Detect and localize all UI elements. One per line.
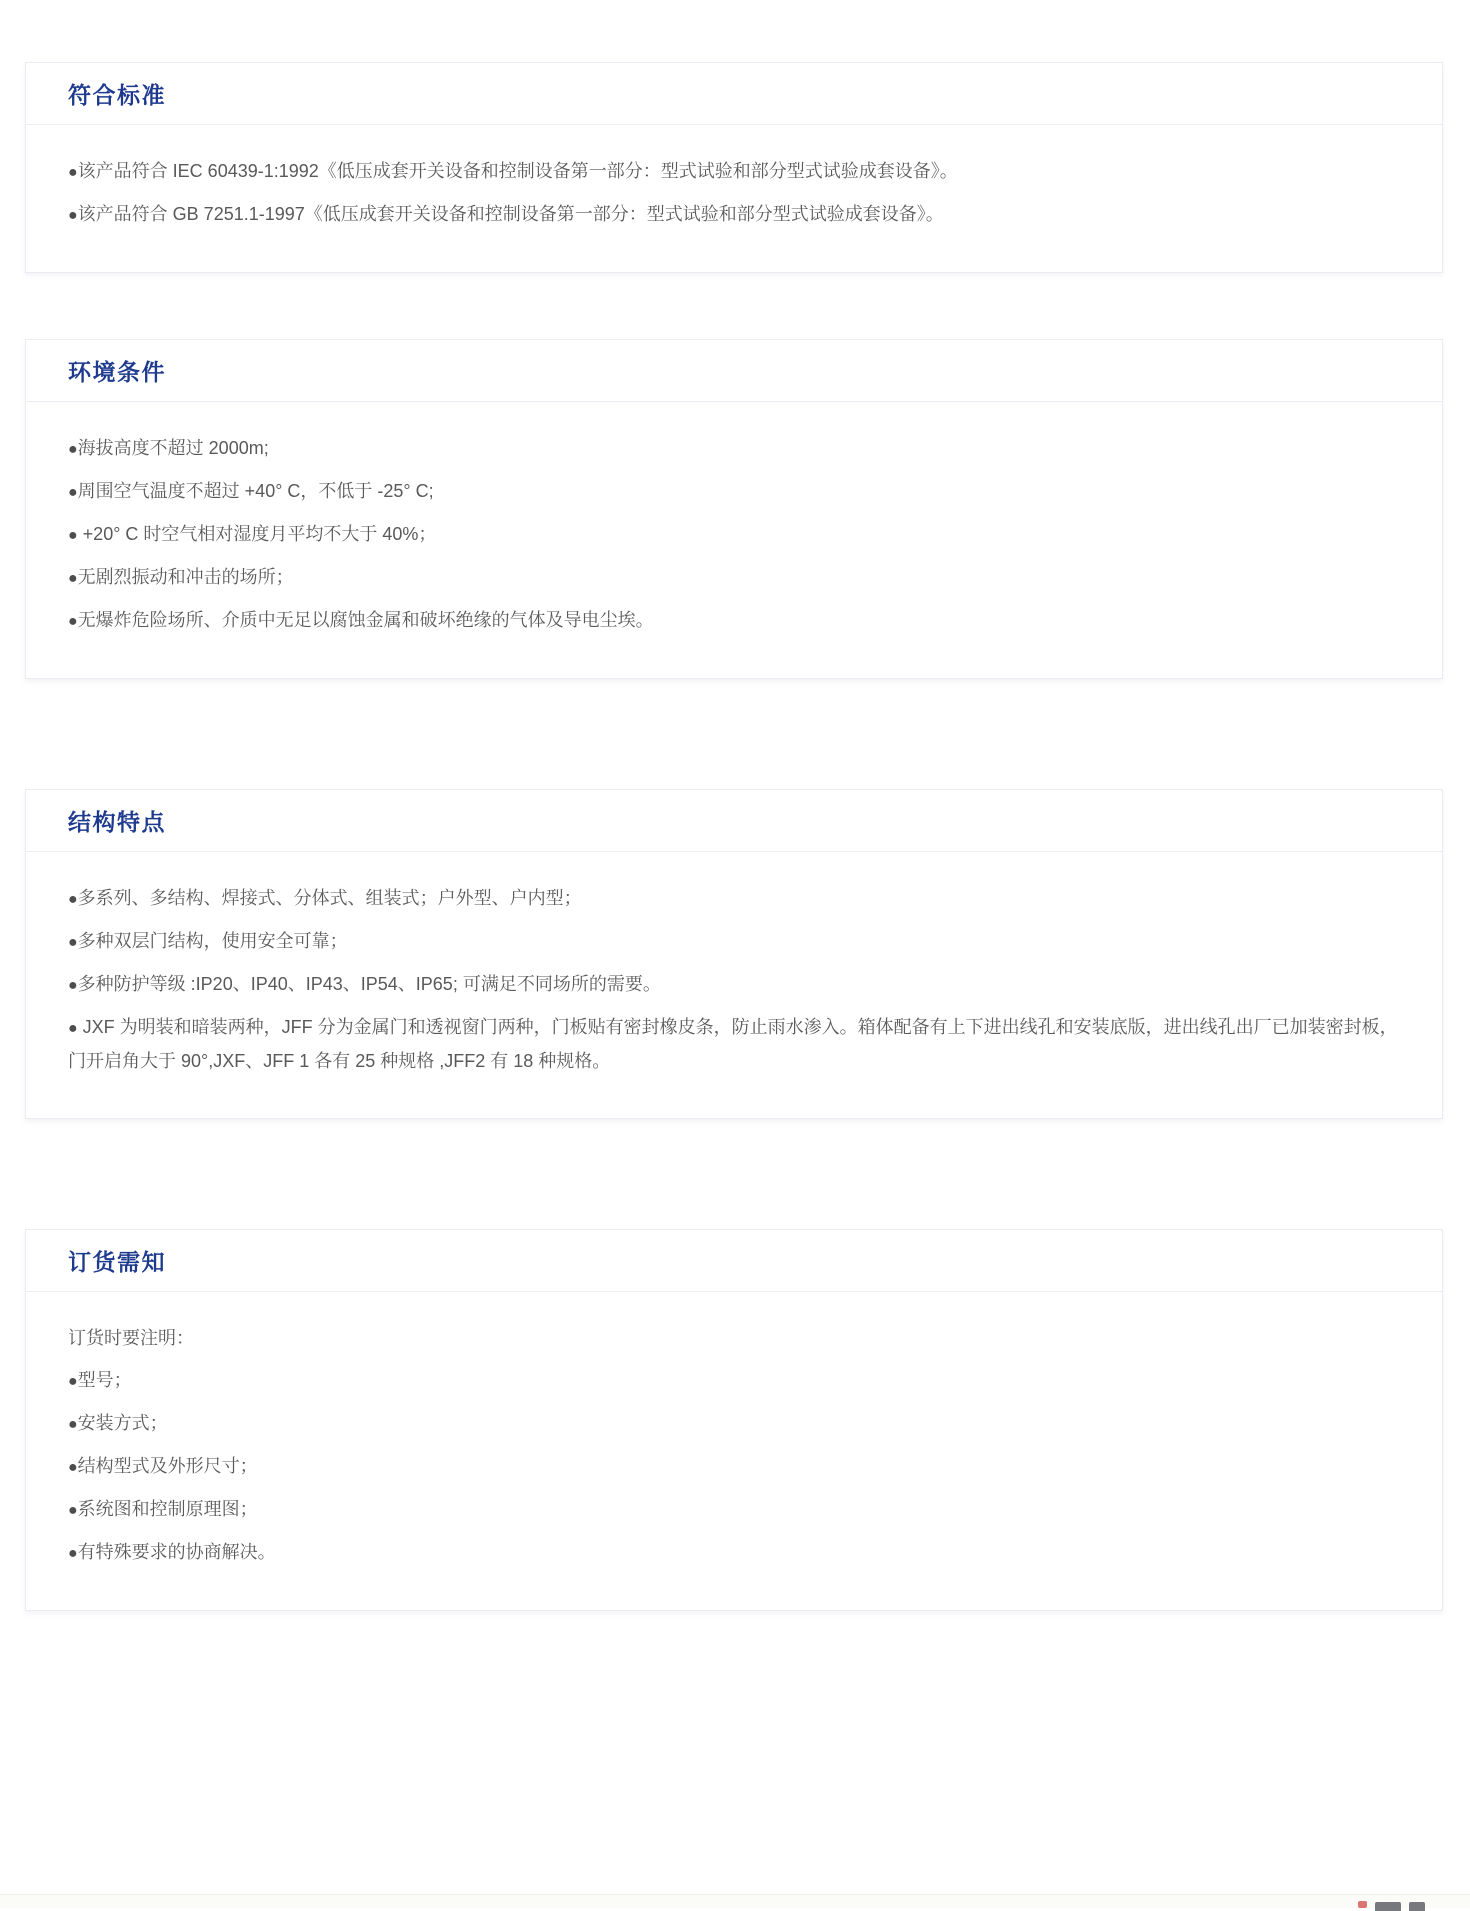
bullet-marker: ● — [68, 1416, 78, 1433]
bullet-text: 结构型式及外形尺寸； — [77, 1456, 258, 1476]
bullet-marker: ● — [68, 484, 78, 501]
section-body — [26, 852, 1442, 1118]
bullet-text: 该产品符合 GB 7251.1-1997《低压成套开关设备和控制设备第一部分：型式试验和部分型式试验成套设备》。 — [77, 204, 944, 224]
bullet-text: 多种双层门结构，使用安全可靠； — [77, 931, 348, 951]
section-body — [26, 1292, 1442, 1610]
bullet-item — [68, 518, 1400, 552]
bullet-marker: ● — [68, 1373, 78, 1390]
bullet-item — [68, 475, 1400, 509]
bullet-marker: ● — [68, 977, 78, 994]
bullet-item — [68, 1011, 1400, 1078]
bullet-text: 安装方式； — [77, 1413, 168, 1433]
section-list — [25, 62, 1443, 1611]
bullet-marker: ● — [68, 1502, 78, 1519]
bullet-item — [68, 1536, 1400, 1570]
bullet-marker: ● — [68, 934, 78, 951]
section-card — [25, 1229, 1443, 1611]
section-title: 结构特点 — [68, 809, 166, 835]
bullet-text: 有特殊要求的协商解决。 — [77, 1542, 276, 1562]
footer-partial-glyph — [1375, 1902, 1401, 1911]
bullet-item — [68, 968, 1400, 1002]
bullet-text: 无爆炸危险场所、介质中无足以腐蚀金属和破坏绝缘的气体及导电尘埃。 — [77, 610, 654, 630]
bullet-marker: ● — [68, 891, 78, 908]
bullet-item — [68, 155, 1400, 189]
bullet-item — [68, 432, 1400, 466]
bullet-marker: ● — [68, 1020, 78, 1037]
bullet-item — [68, 198, 1400, 232]
page-footer — [0, 1894, 1470, 1908]
footer-partial-glyph — [1409, 1902, 1425, 1911]
section-intro: 订货时要注明： — [68, 1328, 194, 1348]
bullet-marker: ● — [68, 1459, 78, 1476]
bullet-item — [68, 1450, 1400, 1484]
bullet-text: +20° C 时空气相对湿度月平均不大于 40%； — [77, 524, 437, 544]
bullet-item — [68, 1407, 1400, 1441]
bullet-text: 多系列、多结构、焊接式、分体式、组装式；户外型、户内型； — [77, 888, 582, 908]
bullet-item — [68, 1493, 1400, 1527]
bullet-text: 型号； — [77, 1370, 132, 1390]
bullet-text: 周围空气温度不超过 +40° C，不低于 -25° C; — [77, 481, 434, 501]
section-body — [26, 402, 1442, 678]
bullet-marker: ● — [68, 527, 78, 544]
bullet-item — [68, 1364, 1400, 1398]
section-title: 订货需知 — [68, 1249, 166, 1275]
bullet-text: 海拔高度不超过 2000m; — [77, 438, 269, 458]
section-card — [25, 789, 1443, 1119]
section-title: 符合标准 — [68, 82, 166, 108]
bullet-item — [68, 561, 1400, 595]
bullet-item — [68, 604, 1400, 638]
section-body — [26, 125, 1442, 272]
bullet-text: 无剧烈振动和冲击的场所； — [77, 567, 294, 587]
bullet-marker: ● — [68, 570, 78, 587]
bullet-marker: ● — [68, 441, 78, 458]
cut-off-footer-marks — [1358, 1898, 1425, 1908]
section-card — [25, 339, 1443, 679]
section-card — [25, 62, 1443, 273]
bullet-text: JXF 为明装和暗装两种，JFF 分为金属门和透视窗门两种，门板贴有密封橡皮条，防止雨水渗入。箱体配备有上下进出线孔和安装底版，进出线孔出厂已加装密封板，门开启角大于 90°,JXF、JFF 1 各有 25 种规格 ,JFF2 有 18 种规格。 — [68, 1017, 1398, 1071]
bullet-text: 多种防护等级 :IP20、IP40、IP43、IP54、IP65; 可满足不同场所的需要。 — [77, 974, 661, 994]
bullet-text: 系统图和控制原理图； — [77, 1499, 258, 1519]
bullet-marker: ● — [68, 164, 78, 181]
bullet-marker: ● — [68, 613, 78, 630]
section-title: 环境条件 — [68, 359, 166, 385]
bullet-marker: ● — [68, 1545, 78, 1562]
bullet-text: 该产品符合 IEC 60439-1:1992《低压成套开关设备和控制设备第一部分：型式试验和部分型式试验成套设备》。 — [77, 161, 958, 181]
bullet-item — [68, 882, 1400, 916]
bullet-item — [68, 925, 1400, 959]
footer-logo-mark-icon — [1358, 1901, 1367, 1908]
bullet-marker: ● — [68, 207, 78, 224]
